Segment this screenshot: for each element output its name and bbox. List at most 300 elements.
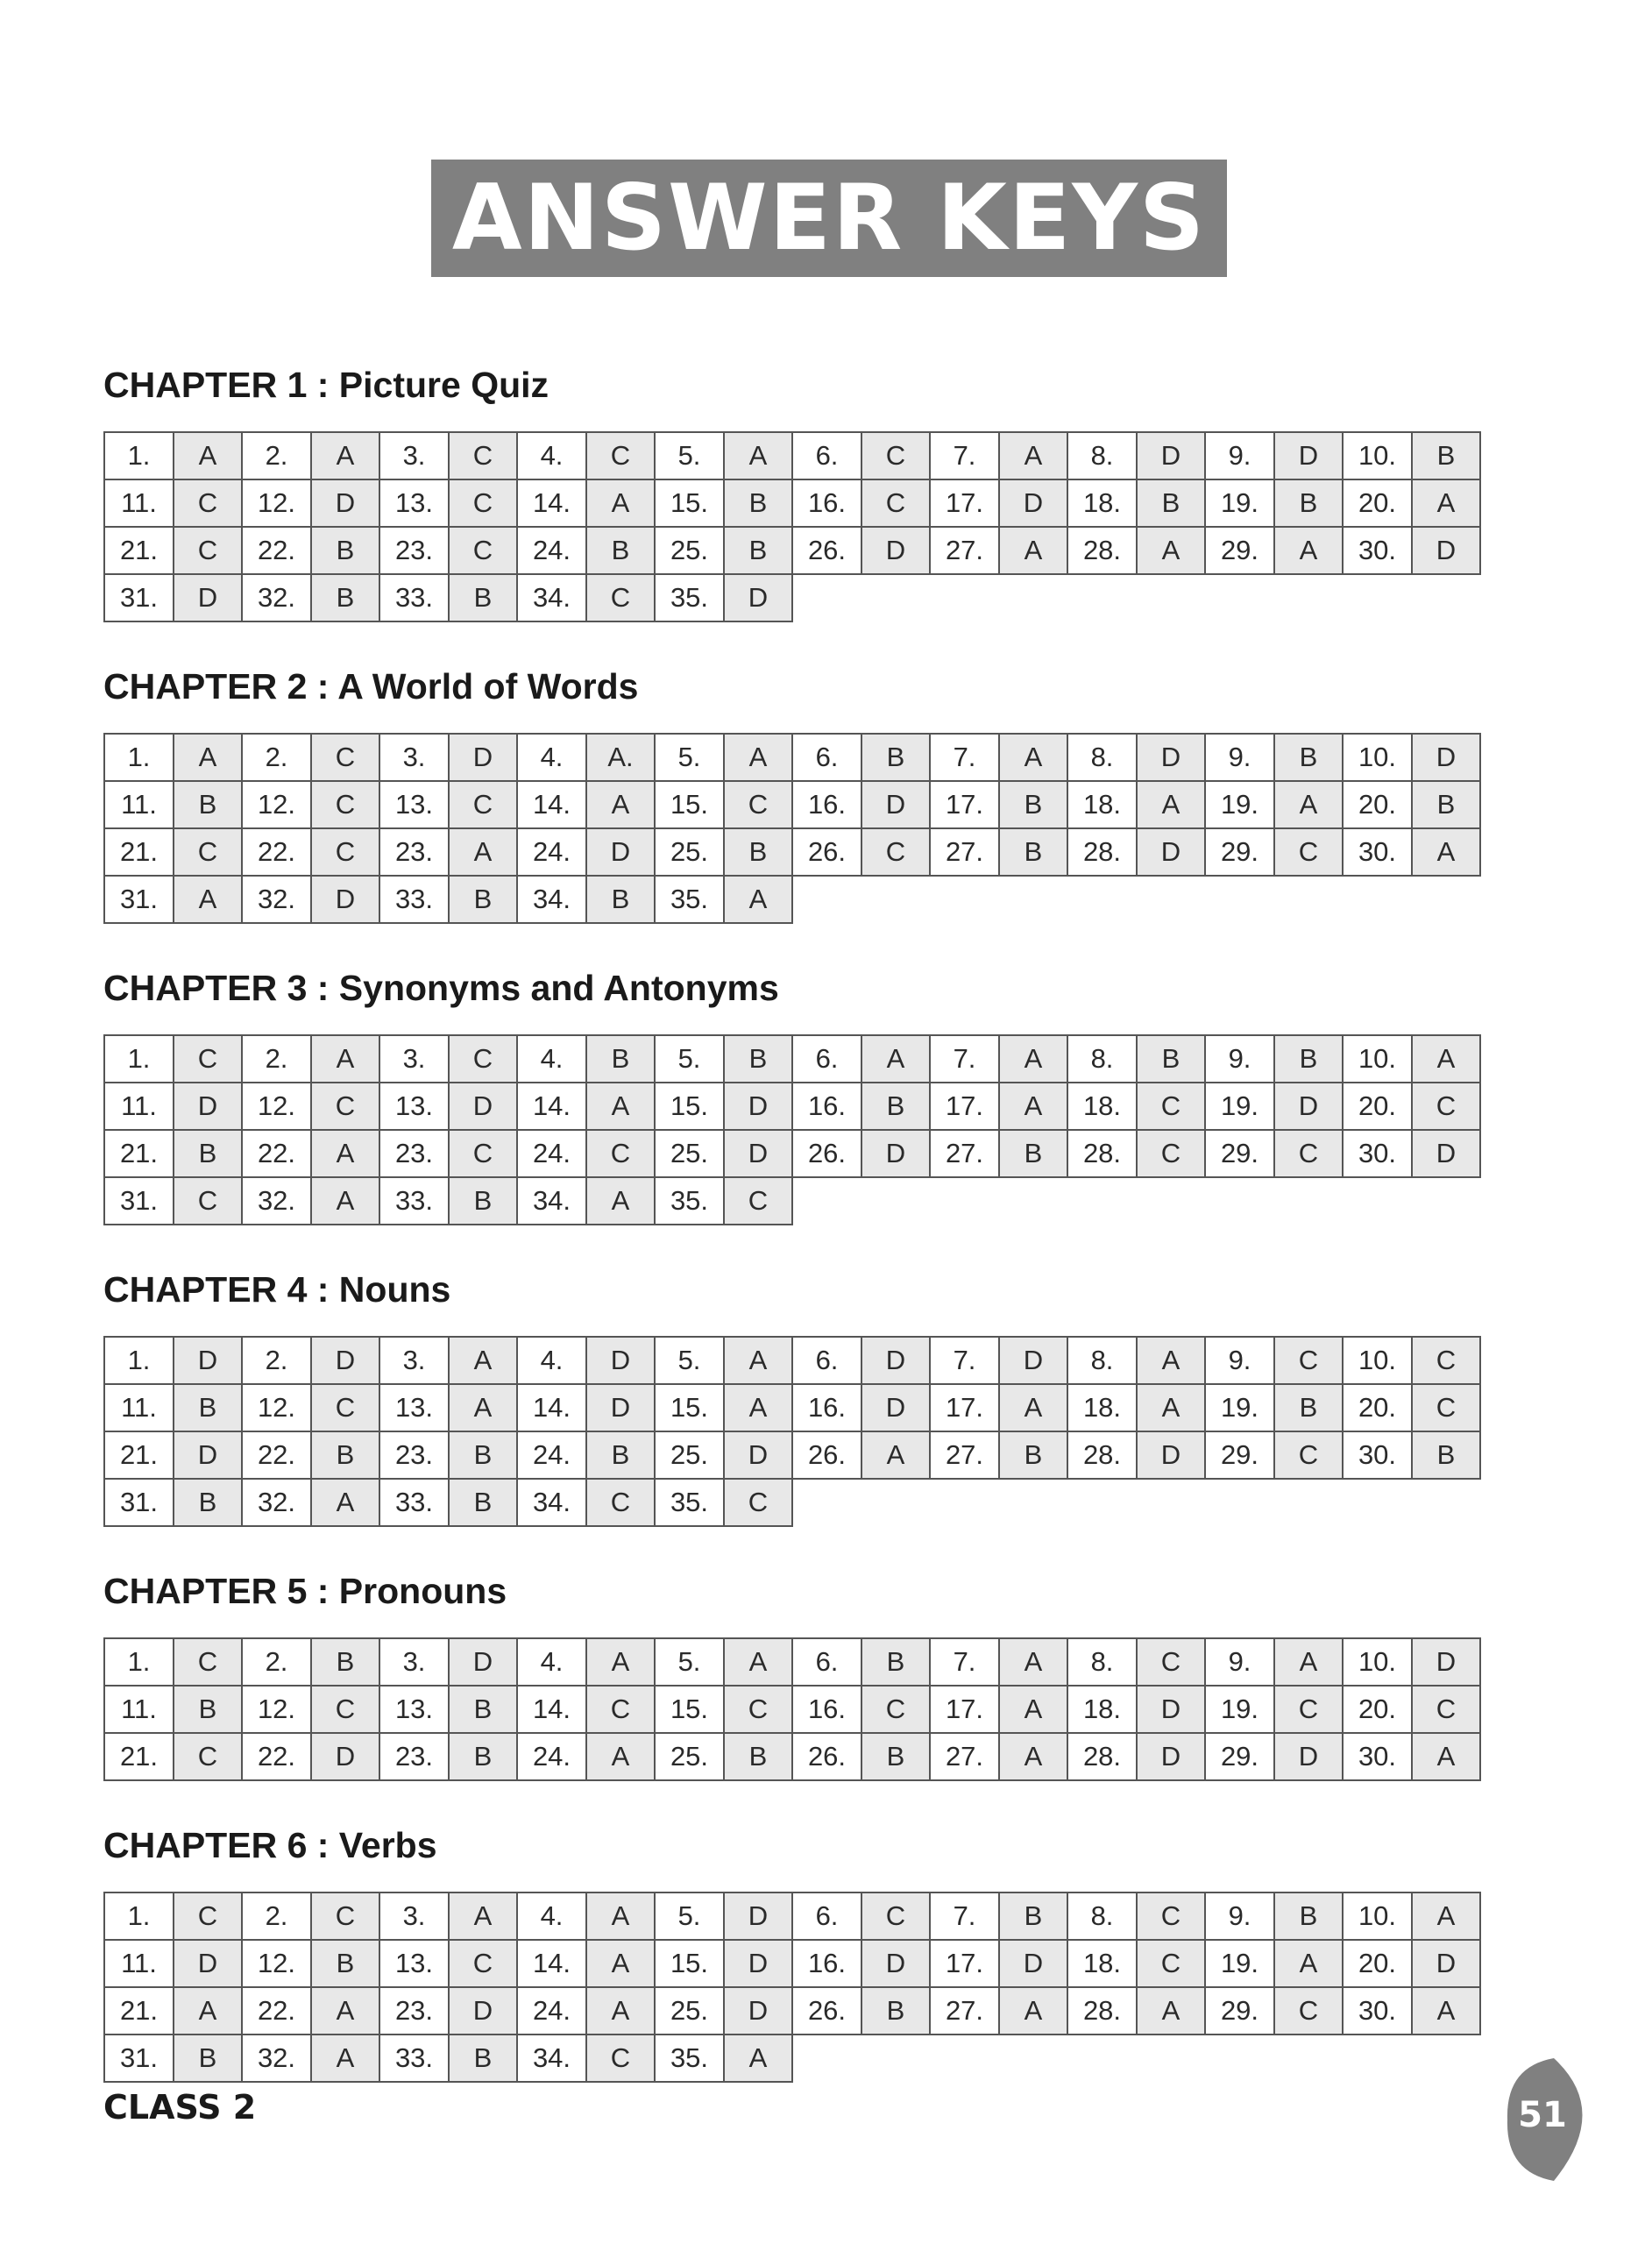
empty-cell [792, 574, 861, 621]
answer-letter: D [1274, 1733, 1343, 1780]
empty-cell [1343, 2035, 1412, 2082]
question-number: 6. [792, 1035, 861, 1083]
answer-letter: C [1274, 1686, 1343, 1733]
question-number: 21. [104, 1130, 174, 1177]
answer-letter: A [999, 1083, 1067, 1130]
answer-letter: A [586, 1892, 655, 1940]
answer-letter: D [311, 1733, 379, 1780]
question-number: 10. [1343, 1638, 1412, 1686]
question-number: 22. [242, 1987, 311, 2035]
page-title: ANSWER KEYS [451, 165, 1207, 271]
answer-letter: C [449, 1035, 517, 1083]
question-number: 15. [655, 1384, 724, 1431]
empty-cell [1274, 1177, 1343, 1225]
question-number: 6. [792, 432, 861, 479]
answer-letter: A. [586, 734, 655, 781]
question-number: 11. [104, 479, 174, 527]
answer-letter: D [586, 1384, 655, 1431]
question-number: 33. [379, 574, 449, 621]
question-number: 24. [517, 1431, 586, 1479]
question-number: 11. [104, 1686, 174, 1733]
answer-letter: C [174, 1733, 242, 1780]
answer-letter: D [1274, 432, 1343, 479]
question-number: 14. [517, 1384, 586, 1431]
answer-letter: A [174, 876, 242, 923]
empty-cell [1412, 1479, 1480, 1526]
question-number: 12. [242, 479, 311, 527]
answer-letter: C [174, 527, 242, 574]
question-number: 4. [517, 1035, 586, 1083]
question-number: 30. [1343, 828, 1412, 876]
empty-cell [1274, 2035, 1343, 2082]
answer-letter: B [1137, 1035, 1205, 1083]
question-number: 15. [655, 781, 724, 828]
empty-cell [1137, 574, 1205, 621]
empty-cell [1205, 1177, 1274, 1225]
question-number: 31. [104, 1177, 174, 1225]
question-number: 29. [1205, 1130, 1274, 1177]
answer-letter: B [449, 876, 517, 923]
question-number: 25. [655, 1431, 724, 1479]
question-number: 6. [792, 734, 861, 781]
answer-row [104, 828, 1480, 876]
answer-letter: C [861, 1892, 930, 1940]
answer-letter: D [449, 1083, 517, 1130]
question-number: 4. [517, 1892, 586, 1940]
answer-row [104, 1337, 1480, 1384]
question-number: 21. [104, 1987, 174, 2035]
answer-letter: C [311, 1384, 379, 1431]
answer-letter: C [1412, 1337, 1480, 1384]
answer-letter: D [1412, 1638, 1480, 1686]
question-number: 14. [517, 1083, 586, 1130]
question-number: 19. [1205, 1384, 1274, 1431]
answer-letter: C [311, 828, 379, 876]
answer-letter: D [999, 1337, 1067, 1384]
answer-letter: C [586, 574, 655, 621]
answer-letter: B [449, 1177, 517, 1225]
answer-letter: C [1137, 1083, 1205, 1130]
question-number: 18. [1067, 1686, 1137, 1733]
chapter-heading: CHAPTER 2 : A World of Words [103, 666, 639, 707]
question-number: 27. [930, 527, 999, 574]
answer-letter: C [861, 828, 930, 876]
chapter-heading: CHAPTER 5 : Pronouns [103, 1571, 507, 1611]
question-number: 5. [655, 1337, 724, 1384]
question-number: 14. [517, 479, 586, 527]
question-number: 24. [517, 1733, 586, 1780]
empty-cell [1067, 1177, 1137, 1225]
question-number: 20. [1343, 1686, 1412, 1733]
question-number: 14. [517, 1686, 586, 1733]
question-number: 4. [517, 734, 586, 781]
page-number: 51 [1518, 2095, 1567, 2135]
question-number: 15. [655, 1940, 724, 1987]
answer-letter: B [1274, 479, 1343, 527]
answer-letter: C [449, 1130, 517, 1177]
empty-cell [1343, 1479, 1412, 1526]
answer-letter: D [1137, 1686, 1205, 1733]
answer-letter: B [1137, 479, 1205, 527]
answer-letter: A [311, 1130, 379, 1177]
question-number: 19. [1205, 1940, 1274, 1987]
question-number: 17. [930, 479, 999, 527]
answer-letter: A [1412, 1987, 1480, 2035]
answer-letter: D [449, 1638, 517, 1686]
answer-row [104, 1892, 1480, 1940]
answer-letter: A [724, 1337, 792, 1384]
question-number: 11. [104, 1384, 174, 1431]
answer-letter: D [861, 1384, 930, 1431]
empty-cell [1205, 2035, 1274, 2082]
answer-letter: A [724, 1384, 792, 1431]
question-number: 28. [1067, 1987, 1137, 2035]
answer-letter: A [724, 734, 792, 781]
question-number: 4. [517, 432, 586, 479]
answer-letter: B [586, 1035, 655, 1083]
question-number: 1. [104, 1035, 174, 1083]
answer-letter: D [174, 1083, 242, 1130]
answer-letter: A [1274, 527, 1343, 574]
question-number: 1. [104, 734, 174, 781]
question-number: 32. [242, 876, 311, 923]
answer-letter: D [174, 574, 242, 621]
answer-letter: B [999, 1130, 1067, 1177]
answer-letter: B [724, 828, 792, 876]
empty-cell [1137, 876, 1205, 923]
question-number: 6. [792, 1638, 861, 1686]
empty-cell [1205, 1479, 1274, 1526]
answer-table [103, 431, 1481, 622]
answer-letter: C [586, 432, 655, 479]
question-number: 13. [379, 479, 449, 527]
question-number: 17. [930, 1083, 999, 1130]
question-number: 30. [1343, 1431, 1412, 1479]
answer-letter: A [174, 1987, 242, 2035]
answer-letter: A [861, 1035, 930, 1083]
empty-cell [1137, 1177, 1205, 1225]
question-number: 34. [517, 2035, 586, 2082]
question-number: 12. [242, 1083, 311, 1130]
question-number: 1. [104, 1638, 174, 1686]
answer-letter: C [586, 1479, 655, 1526]
answer-letter: D [999, 479, 1067, 527]
question-number: 25. [655, 1987, 724, 2035]
question-number: 20. [1343, 1940, 1412, 1987]
answer-letter: B [449, 1431, 517, 1479]
question-number: 17. [930, 781, 999, 828]
question-number: 9. [1205, 1337, 1274, 1384]
answer-letter: A [1137, 527, 1205, 574]
question-number: 1. [104, 1892, 174, 1940]
question-number: 16. [792, 1384, 861, 1431]
question-number: 33. [379, 2035, 449, 2082]
empty-cell [1412, 876, 1480, 923]
answer-letter: B [1274, 1892, 1343, 1940]
question-number: 22. [242, 1431, 311, 1479]
answer-letter: B [861, 1987, 930, 2035]
answer-letter: B [311, 527, 379, 574]
question-number: 4. [517, 1337, 586, 1384]
question-number: 24. [517, 527, 586, 574]
answer-letter: A [311, 1177, 379, 1225]
question-number: 29. [1205, 1431, 1274, 1479]
question-number: 12. [242, 1940, 311, 1987]
answer-letter: B [1274, 1035, 1343, 1083]
answer-letter: C [1137, 1638, 1205, 1686]
answer-letter: D [586, 828, 655, 876]
question-number: 22. [242, 1130, 311, 1177]
question-number: 23. [379, 1130, 449, 1177]
question-number: 17. [930, 1686, 999, 1733]
question-number: 8. [1067, 1337, 1137, 1384]
empty-cell [861, 574, 930, 621]
answer-letter: D [449, 1987, 517, 2035]
question-number: 18. [1067, 1384, 1137, 1431]
question-number: 15. [655, 479, 724, 527]
empty-cell [792, 2035, 861, 2082]
question-number: 32. [242, 2035, 311, 2082]
answer-letter: A [449, 1384, 517, 1431]
question-number: 16. [792, 781, 861, 828]
title-banner [431, 160, 1227, 277]
answer-letter: B [311, 1638, 379, 1686]
answer-letter: D [861, 1337, 930, 1384]
answer-letter: C [449, 527, 517, 574]
question-number: 20. [1343, 479, 1412, 527]
answer-row [104, 479, 1480, 527]
question-number: 18. [1067, 479, 1137, 527]
empty-cell [861, 2035, 930, 2082]
answer-letter: A [999, 432, 1067, 479]
question-number: 9. [1205, 1035, 1274, 1083]
answer-letter: A [586, 1733, 655, 1780]
chapter-heading: CHAPTER 4 : Nouns [103, 1269, 451, 1310]
answer-letter: B [586, 876, 655, 923]
question-number: 3. [379, 734, 449, 781]
answer-letter: D [586, 1337, 655, 1384]
answer-letter: B [999, 828, 1067, 876]
answer-letter: C [1412, 1083, 1480, 1130]
empty-cell [1137, 1479, 1205, 1526]
question-number: 30. [1343, 1733, 1412, 1780]
answer-letter: B [449, 2035, 517, 2082]
question-number: 7. [930, 1892, 999, 1940]
question-number: 28. [1067, 1130, 1137, 1177]
question-number: 24. [517, 1987, 586, 2035]
answer-letter: A [1274, 1638, 1343, 1686]
answer-row [104, 1130, 1480, 1177]
empty-cell [1343, 1177, 1412, 1225]
empty-cell [1343, 876, 1412, 923]
question-number: 26. [792, 828, 861, 876]
question-number: 5. [655, 1892, 724, 1940]
answer-letter: B [999, 1431, 1067, 1479]
answer-letter: B [449, 1479, 517, 1526]
answer-letter: D [724, 1987, 792, 2035]
answer-letter: A [311, 2035, 379, 2082]
question-number: 32. [242, 1479, 311, 1526]
question-number: 11. [104, 781, 174, 828]
answer-letter: D [861, 1130, 930, 1177]
question-number: 5. [655, 432, 724, 479]
answer-letter: A [1412, 479, 1480, 527]
empty-cell [999, 1177, 1067, 1225]
answer-letter: D [1137, 734, 1205, 781]
question-number: 9. [1205, 432, 1274, 479]
empty-cell [1205, 876, 1274, 923]
answer-letter: C [586, 1686, 655, 1733]
answer-letter: A [724, 1638, 792, 1686]
answer-letter: C [311, 1686, 379, 1733]
answer-letter: C [174, 1638, 242, 1686]
question-number: 18. [1067, 781, 1137, 828]
empty-cell [861, 1479, 930, 1526]
answer-letter: A [586, 479, 655, 527]
answer-letter: A [174, 734, 242, 781]
answer-letter: D [1137, 1431, 1205, 1479]
answer-letter: D [861, 781, 930, 828]
answer-letter: C [311, 1083, 379, 1130]
empty-cell [930, 2035, 999, 2082]
question-number: 3. [379, 1638, 449, 1686]
question-number: 25. [655, 1733, 724, 1780]
answer-letter: D [724, 1892, 792, 1940]
question-number: 20. [1343, 781, 1412, 828]
empty-cell [930, 876, 999, 923]
question-number: 2. [242, 1892, 311, 1940]
question-number: 13. [379, 1083, 449, 1130]
question-number: 11. [104, 1940, 174, 1987]
answer-letter: C [449, 432, 517, 479]
question-number: 3. [379, 1892, 449, 1940]
answer-letter: B [311, 1940, 379, 1987]
question-number: 33. [379, 1479, 449, 1526]
answer-letter: A [1412, 1892, 1480, 1940]
question-number: 33. [379, 1177, 449, 1225]
answer-letter: A [1137, 781, 1205, 828]
answer-letter: A [174, 432, 242, 479]
question-number: 7. [930, 1035, 999, 1083]
answer-row [104, 432, 1480, 479]
empty-cell [1067, 1479, 1137, 1526]
question-number: 24. [517, 828, 586, 876]
answer-letter: C [174, 479, 242, 527]
answer-letter: B [449, 574, 517, 621]
empty-cell [1067, 876, 1137, 923]
empty-cell [930, 1479, 999, 1526]
answer-letter: B [724, 1733, 792, 1780]
answer-letter: B [174, 1130, 242, 1177]
answer-letter: D [1274, 1083, 1343, 1130]
answer-letter: A [724, 876, 792, 923]
question-number: 14. [517, 1940, 586, 1987]
question-number: 16. [792, 1686, 861, 1733]
empty-cell [999, 1479, 1067, 1526]
answer-letter: B [999, 781, 1067, 828]
question-number: 5. [655, 734, 724, 781]
answer-row [104, 1987, 1480, 2035]
answer-letter: C [1274, 1130, 1343, 1177]
answer-letter: C [311, 781, 379, 828]
answer-letter: C [1274, 1337, 1343, 1384]
question-number: 7. [930, 1337, 999, 1384]
answer-letter: A [586, 781, 655, 828]
answer-letter: D [1137, 1733, 1205, 1780]
answer-letter: D [861, 527, 930, 574]
answer-letter: D [1137, 432, 1205, 479]
answer-letter: B [174, 1479, 242, 1526]
answer-letter: B [586, 527, 655, 574]
question-number: 20. [1343, 1384, 1412, 1431]
answer-letter: B [1412, 1431, 1480, 1479]
answer-row [104, 574, 1480, 621]
answer-letter: A [1412, 828, 1480, 876]
answer-letter: B [311, 574, 379, 621]
answer-letter: C [586, 1130, 655, 1177]
question-number: 28. [1067, 1431, 1137, 1479]
question-number: 34. [517, 876, 586, 923]
question-number: 27. [930, 1987, 999, 2035]
answer-table [103, 1336, 1481, 1527]
question-number: 15. [655, 1083, 724, 1130]
question-number: 27. [930, 828, 999, 876]
answer-letter: D [174, 1337, 242, 1384]
answer-row [104, 1638, 1480, 1686]
question-number: 35. [655, 1177, 724, 1225]
answer-letter: C [861, 1686, 930, 1733]
answer-letter: D [861, 1940, 930, 1987]
question-number: 25. [655, 1130, 724, 1177]
question-number: 23. [379, 1431, 449, 1479]
empty-cell [930, 574, 999, 621]
answer-letter: A [586, 1083, 655, 1130]
question-number: 8. [1067, 734, 1137, 781]
answer-table [103, 733, 1481, 924]
empty-cell [792, 876, 861, 923]
answer-letter: C [724, 1177, 792, 1225]
answer-letter: A [724, 432, 792, 479]
empty-cell [792, 1177, 861, 1225]
empty-cell [792, 1479, 861, 1526]
answer-key-sections [103, 358, 1555, 2120]
question-number: 23. [379, 1733, 449, 1780]
question-number: 13. [379, 1384, 449, 1431]
question-number: 30. [1343, 1987, 1412, 2035]
question-number: 10. [1343, 432, 1412, 479]
answer-letter: C [449, 479, 517, 527]
answer-letter: B [586, 1431, 655, 1479]
empty-cell [1412, 574, 1480, 621]
answer-row [104, 1083, 1480, 1130]
question-number: 21. [104, 1733, 174, 1780]
question-number: 26. [792, 1987, 861, 2035]
answer-letter: A [311, 1035, 379, 1083]
answer-row [104, 781, 1480, 828]
question-number: 7. [930, 1638, 999, 1686]
answer-letter: D [1412, 734, 1480, 781]
question-number: 22. [242, 1733, 311, 1780]
question-number: 18. [1067, 1083, 1137, 1130]
answer-table [103, 1892, 1481, 2083]
question-number: 11. [104, 1083, 174, 1130]
question-number: 14. [517, 781, 586, 828]
question-number: 35. [655, 1479, 724, 1526]
answer-letter: C [1412, 1686, 1480, 1733]
answer-letter: A [311, 1479, 379, 1526]
answer-letter: A [311, 1987, 379, 2035]
empty-cell [861, 1177, 930, 1225]
